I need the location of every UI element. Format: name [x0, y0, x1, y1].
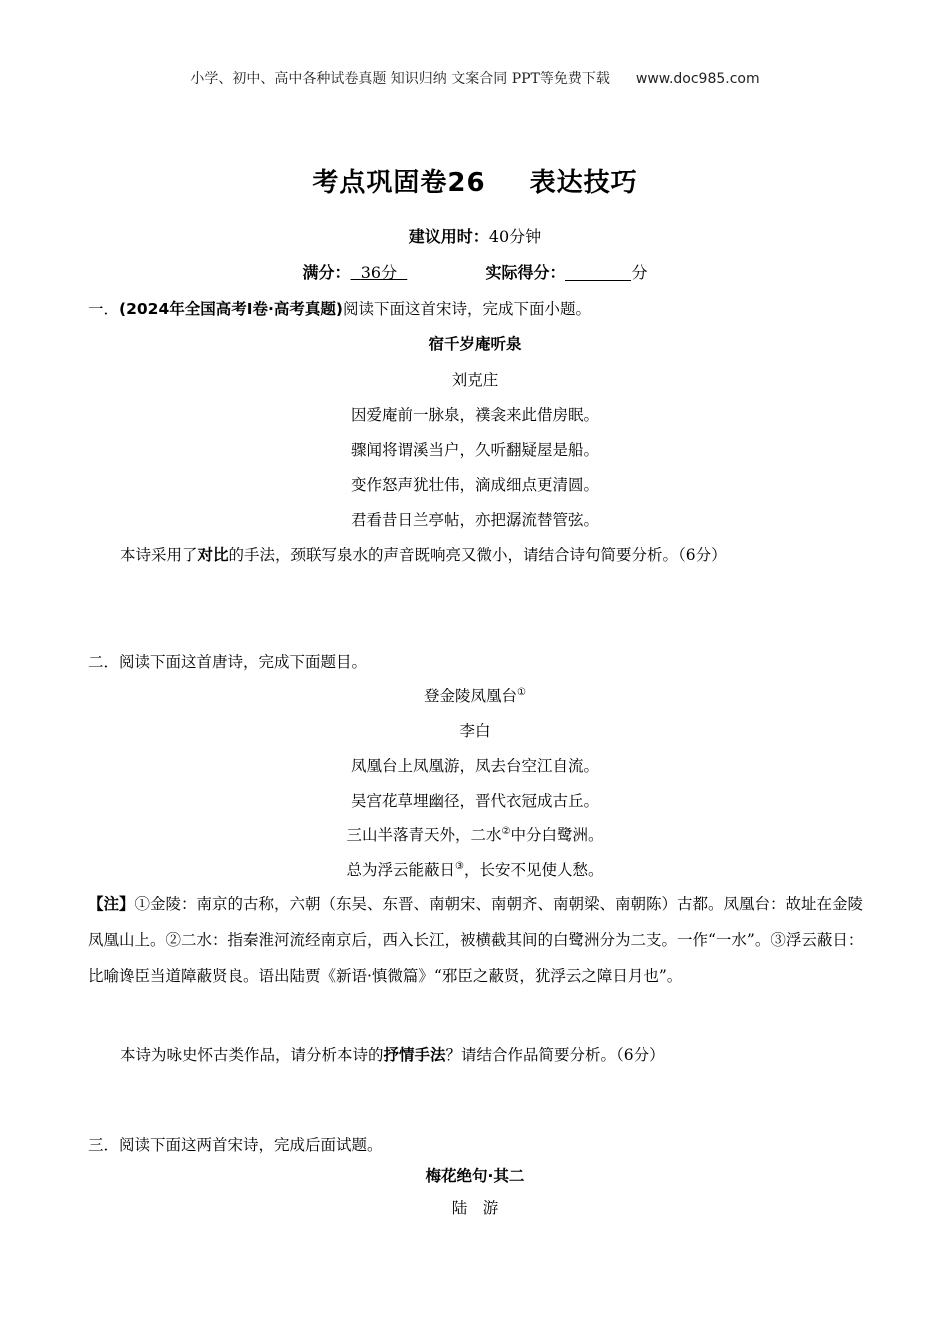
q1-poem-line: 变作怒声犹壮伟，滴成细点更清圆。	[350, 476, 599, 494]
q2-note-text: ①金陵：南京的古称，六朝（东吴、东晋、南朝宋、南朝齐、南朝梁、南朝陈）古都。凤凰台：故址在金陵凤凰山上。②二水：指秦淮河流经南京后，西入长江，被横截其间的白鹭洲分为二支。一作“一水”。③浮云蔽日：比喻谗臣当道障蔽贤良。语出陆贾《新语·慎微篇》“邪臣之蔽贤，犹浮云之障日月也”。	[88, 895, 864, 985]
page-title	[0, 162, 950, 199]
q2-question-keyword: 抒情手法	[383, 1046, 446, 1064]
q3-poem-title: 梅花绝句·其二	[425, 1167, 525, 1185]
q3-number: 三．	[88, 1136, 120, 1154]
q1-poem-line: 因爱庵前一脉泉，襆衾来此借房眠。	[350, 406, 599, 424]
q2-note-label: 【注】	[88, 895, 135, 913]
q2-line4-note: ③	[455, 860, 464, 872]
q1-poem-line: 骤闻将谓溪当户，久听翻疑屋是船。	[350, 441, 599, 459]
q2-poem-line: 总为浮云能蔽日③，长安不见使人愁。	[346, 860, 604, 879]
q1-poem-author: 刘克庄	[451, 371, 499, 389]
q2-line3-note: ②	[501, 825, 511, 837]
q2-poem-line: 凤凰台上凤凰游，凤去台空江自流。	[350, 757, 599, 775]
full-score-label: 满分：	[302, 263, 351, 282]
q1-poem-title: 宿千岁庵听泉	[428, 335, 522, 353]
q1-source: (2024年全国高考Ⅰ卷·高考真题)	[119, 300, 343, 318]
header-text: 小学、初中、高中各种试卷真题 知识归纳 文案合同 PPT等免费下载	[190, 71, 610, 87]
q1-heading	[88, 297, 591, 319]
score-line	[0, 260, 950, 283]
q2-prompt: 阅读下面这首唐诗，完成下面题目。	[119, 653, 368, 671]
full-score-value: 36分	[360, 263, 398, 282]
suggested-time	[0, 224, 950, 247]
q3-heading	[88, 1133, 383, 1155]
actual-score-unit: 分	[631, 263, 648, 282]
q1-poem-line: 君看昔日兰亭帖，亦把潺流替管弦。	[350, 511, 599, 529]
q1-question: 本诗采用了对比的手法，颈联写泉水的声音既响亮又微小，请结合诗句简要分析。（6分）	[120, 546, 727, 564]
q2-heading	[88, 650, 367, 672]
q2-poem-title: 登金陵凤凰台①	[424, 686, 526, 705]
actual-score-label: 实际得分：	[485, 263, 566, 282]
page-header	[0, 68, 950, 88]
header-site[interactable]: www.doc985.com	[635, 71, 760, 87]
q3-poem-author: 陆 游	[451, 1199, 499, 1217]
q2-poem-author: 李白	[459, 722, 491, 740]
time-value: 40分钟	[488, 227, 542, 246]
time-label: 建议用时：	[408, 227, 489, 246]
q2-poem-line: 吴宫花草埋幽径，晋代衣冠成古丘。	[350, 792, 599, 810]
title-part1: 考点巩固卷26	[312, 168, 486, 198]
q2-question: 本诗为咏史怀古类作品，请分析本诗的抒情手法？请结合作品简要分析。（6分）	[120, 1046, 665, 1064]
q2-notes	[88, 886, 864, 994]
q1-number: 一．	[88, 300, 120, 318]
q1-question-keyword: 对比	[197, 546, 229, 564]
q2-number: 二．	[88, 653, 120, 671]
actual-score-blank[interactable]	[565, 262, 631, 281]
q2-poem-line: 三山半落青天外，二水②中分白鹭洲。	[346, 825, 604, 844]
q2-title-note: ①	[517, 686, 526, 698]
q3-prompt: 阅读下面这两首宋诗，完成后面试题。	[119, 1136, 383, 1154]
title-part2: 表达技巧	[529, 168, 638, 198]
q1-prompt: 阅读下面这首宋诗，完成下面小题。	[342, 300, 591, 318]
